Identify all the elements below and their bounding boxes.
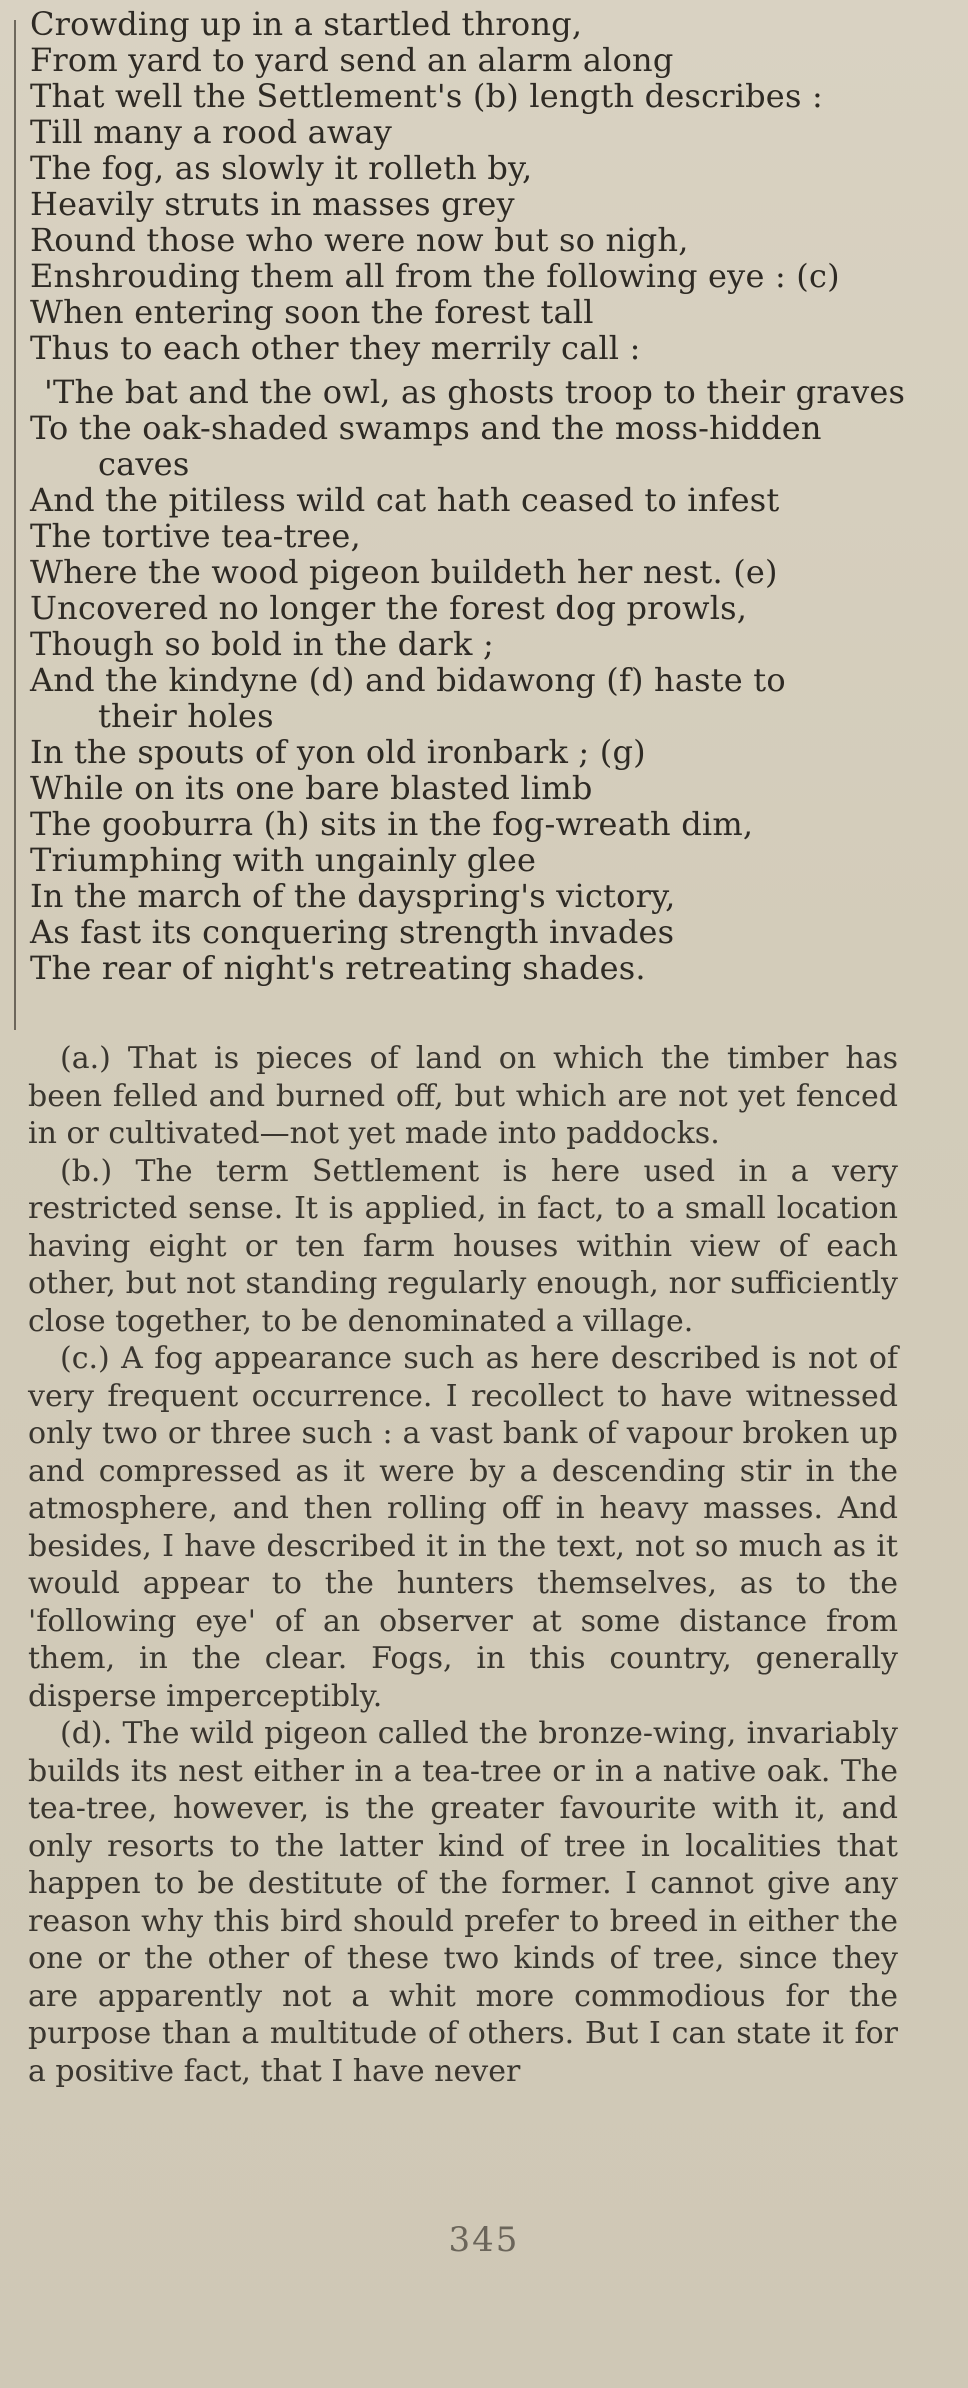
poem-line: Uncovered no longer the forest dog prowls, [30, 589, 748, 627]
poem-stanza [30, 6, 930, 986]
poem-line: That well the Settlement's (b) length describes : [30, 77, 823, 115]
poem-line: While on its one bare blasted limb [30, 769, 593, 807]
poem-line: Round those who were now but so nigh, [30, 221, 689, 259]
poem-line: Heavily struts in masses grey [30, 185, 515, 223]
poem-line: As fast its conquering strength invades [30, 913, 675, 951]
poem-line: The tortive tea-tree, [30, 517, 361, 555]
poem-line: Crowding up in a startled throng, [30, 5, 583, 43]
footnote-c: (c.) A fog appearance such as here described is not of very frequent occurrence. I recollect to have witnessed only two or three such : a vast bank of vapour broken up and compressed as it were by a descending stir in the atmosphere, and then rolling off in heavy masses. And besides, I have described it in the text, not so much as it would appear to the hunters themselves, as to the 'following eye' of an observer at some distance from them, in the clear. Fogs, in this country, generally disperse imperceptibly. [28, 1341, 898, 1714]
page-number: 345 [448, 2220, 520, 2260]
poem-line: Though so bold in the dark ; [30, 625, 494, 663]
poem-line: When entering soon the forest tall [30, 293, 594, 331]
poem-line-continuation: their holes [98, 697, 274, 735]
poem-line: 'The bat and the owl, as ghosts troop to their graves [44, 373, 906, 411]
poem-line: Till many a rood away [30, 113, 393, 151]
poem-line: Thus to each other they merrily call : [30, 329, 641, 367]
poem-line: In the march of the dayspring's victory, [30, 877, 676, 915]
margin-rule [14, 20, 16, 1030]
poem-line: The rear of night's retreating shades. [30, 949, 646, 987]
footnote-a: (a.) That is pieces of land on which the timber has been felled and burned off, but which are not yet fenced in or cultivated—not yet made into paddocks. [28, 1041, 898, 1151]
poem-line: Triumphing with ungainly glee [30, 841, 537, 879]
footnote-b: (b.) The term Settlement is here used in a very restricted sense. It is applied, in fact, to a small location having eight or ten farm houses within view of each other, but not standing regularly enough, nor sufficiently close together, to be denominated a village. [28, 1153, 898, 1339]
poem-line: Enshrouding them all from the following eye : (c) [30, 257, 840, 295]
poem-line: From yard to yard send an alarm along [30, 41, 674, 79]
poem-line: The gooburra (h) sits in the fog-wreath dim, [30, 805, 754, 843]
poem-line: The fog, as slowly it rolleth by, [30, 149, 533, 187]
poem-line: To the oak-shaded swamps and the moss-hidden [30, 409, 822, 447]
footnotes [28, 1040, 898, 2090]
poem-line: And the kindyne (d) and bidawong (f) haste to [30, 661, 786, 699]
poem-line: And the pitiless wild cat hath ceased to infest [30, 481, 780, 519]
poem-line-continuation: caves [98, 445, 190, 483]
poem-line: Where the wood pigeon buildeth her nest. (e) [30, 553, 778, 591]
poem-line: In the spouts of yon old ironbark ; (g) [30, 733, 646, 771]
footnote-d: (d). The wild pigeon called the bronze-wing, invariably builds its nest either in a tea-tree or in a native oak. The tea-tree, however, is the greater favourite with it, and only resorts to the latter kind of tree in localities that happen to be destitute of the former. I cannot give any reason why this bird should prefer to breed in either the one or the other of these two kinds of tree, since they are apparently not a whit more commodious for the purpose than a multitude of others. But I can state it for a positive fact, that I have never [28, 1716, 898, 2089]
